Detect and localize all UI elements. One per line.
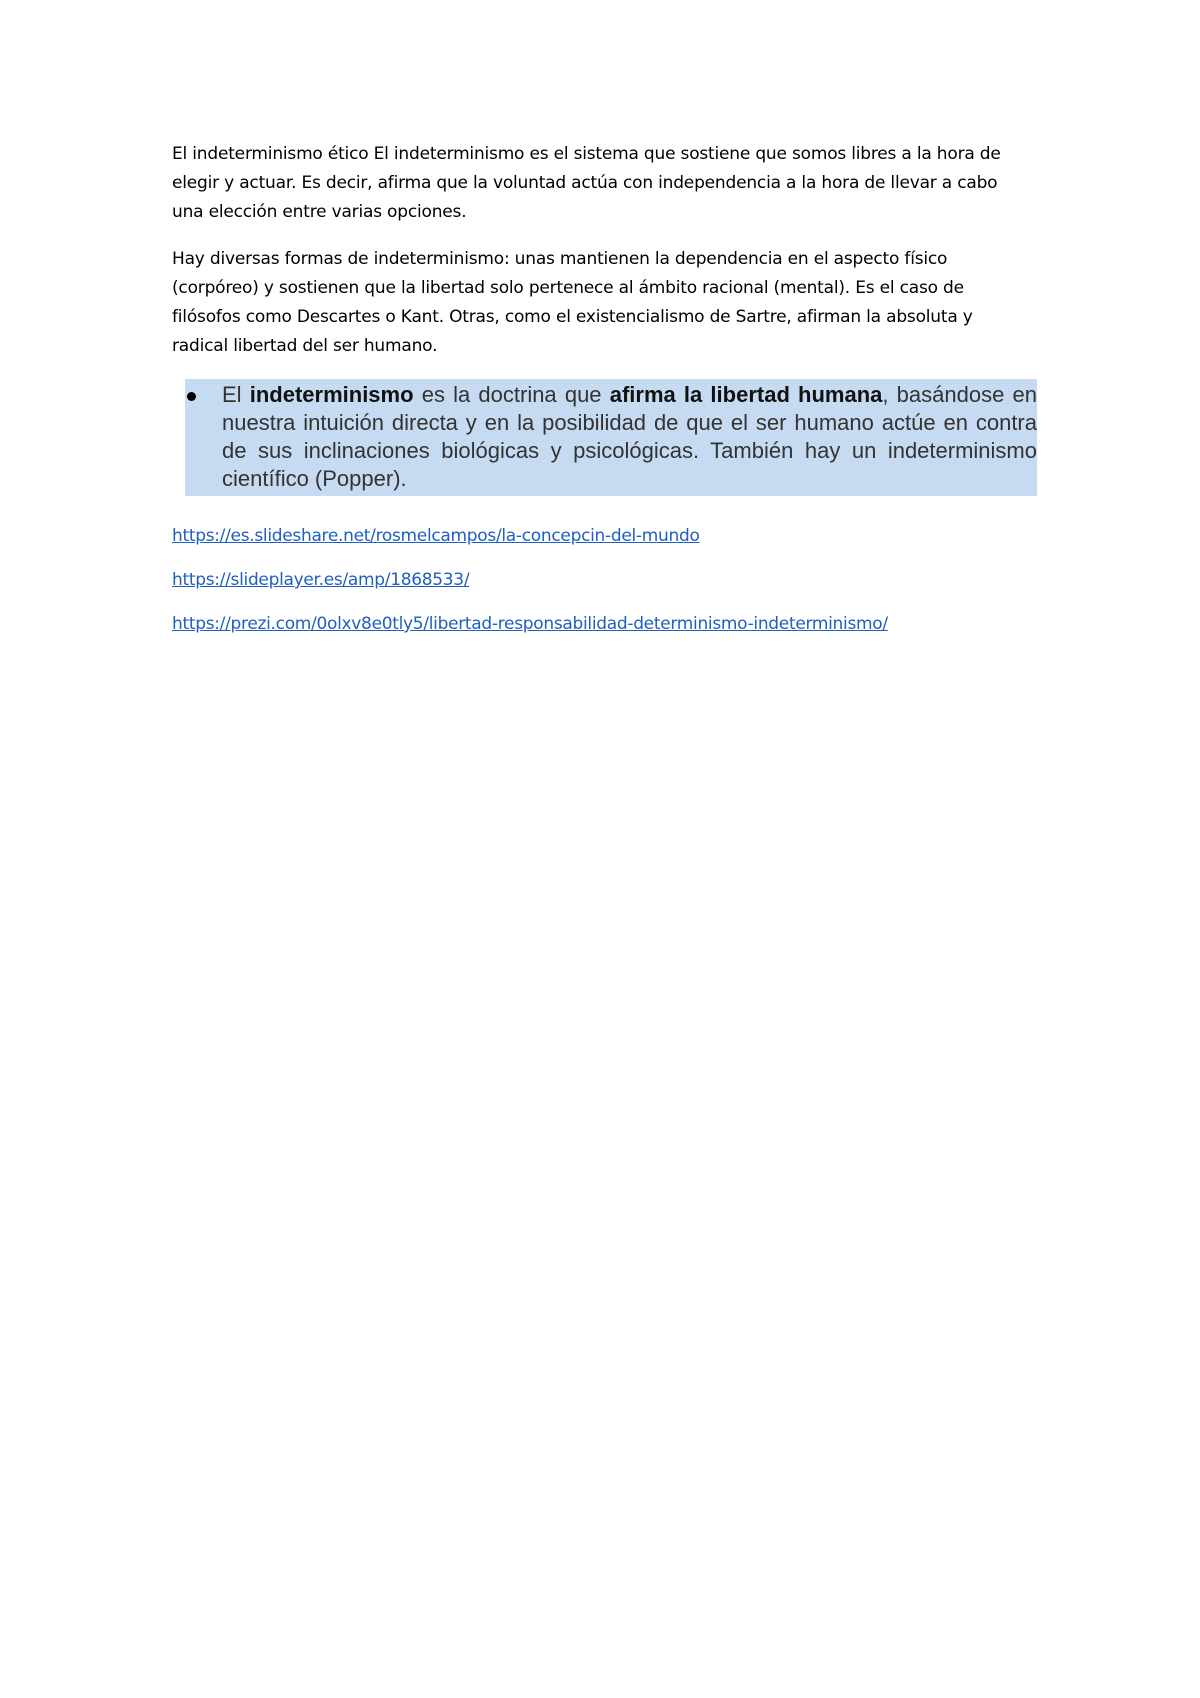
bullet-text-part: El bbox=[222, 382, 250, 407]
reference-links bbox=[172, 522, 1032, 639]
bullet-text bbox=[222, 381, 1037, 493]
bullet-icon bbox=[187, 392, 196, 401]
highlighted-bullet-item bbox=[185, 379, 1037, 496]
link-prezi[interactable]: https://prezi.com/0olxv8e0tly5/libertad-responsabilidad-determinismo-indeterminismo/ bbox=[172, 614, 888, 634]
link-slideshare[interactable]: https://es.slideshare.net/rosmelcampos/la-concepcin-del-mundo bbox=[172, 526, 700, 546]
bullet-text-part: , basándose en nuestra intuición directa y en la posibilidad de que el ser humano actúe en contra de sus inclinaciones biológicas y psicológicas. También hay un indeterminismo científico (Popper). bbox=[222, 382, 1037, 491]
paragraph-forms: Hay diversas formas de indeterminismo: unas mantienen la dependencia en el aspecto físico (corpóreo) y sostienen que la libertad solo pertenece al ámbito racional (mental). Es el caso de filósofos como Descartes o Kant. Otras, como el existencialismo de Sartre, afirman la absoluta y radical libertad del ser humano. bbox=[172, 249, 973, 356]
bullet-bold-phrase: afirma la libertad humana bbox=[609, 382, 883, 407]
document-body bbox=[172, 140, 1037, 654]
bullet-text-part: es la doctrina que bbox=[413, 382, 610, 407]
bullet-bold-term: indeterminismo bbox=[249, 382, 414, 407]
link-slideplayer[interactable]: https://slideplayer.es/amp/1868533/ bbox=[172, 570, 470, 590]
paragraph-intro: El indeterminismo ético El indeterminismo es el sistema que sostiene que somos libres a la hora de elegir y actuar. Es decir, afirma que la voluntad actúa con independencia a la hora de llevar a cabo una elección entre varias opciones. bbox=[172, 144, 1001, 222]
